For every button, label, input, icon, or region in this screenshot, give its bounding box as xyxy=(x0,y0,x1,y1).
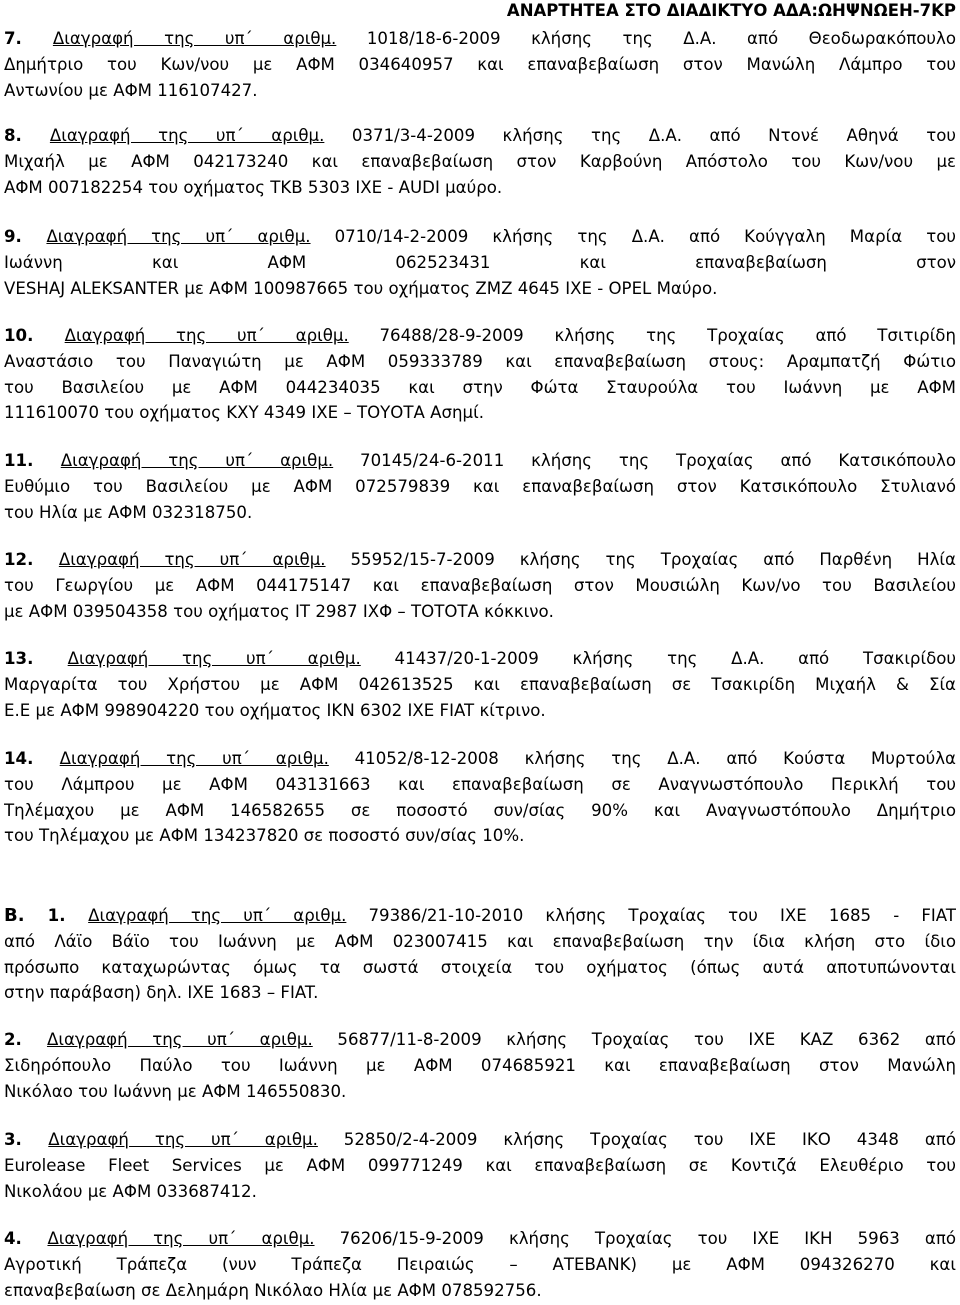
item-number: 9. xyxy=(4,227,47,246)
item-title: Διαγραφή της υπ΄ αριθμ. xyxy=(46,227,311,246)
text-line: με ΑΦΜ 039504358 του οχήματος ΙΤ 2987 ΙΧΦ – ΤΟΤΟΤΑ κόκκινο. xyxy=(4,601,554,621)
text-line xyxy=(4,1127,956,1153)
item-text: 76488/28-9-2009 κλήσης της Τροχαίας από Τσιτιρίδη xyxy=(348,326,956,345)
decision-item xyxy=(4,448,956,525)
text-line: στην παράβαση) δηλ. ΙΧΕ 1683 – FIAT. xyxy=(4,983,319,1003)
decision-item xyxy=(4,123,956,200)
text-line: VESHAJ ALEKSANTER με ΑΦΜ 100987665 του οχήματος ΖΜΖ 4645 ΙΧΕ - OPEL Μαύρο. xyxy=(4,278,718,298)
page-header: ΑΝΑΡΤΗΤΕΑ ΣΤΟ ΔΙΑΔΙΚΤΥΟ ΑΔΑ:ΩΗΨΝΩΕΗ-7ΚΡ xyxy=(506,1,956,20)
item-title: Διαγραφή της υπ΄ αριθμ. xyxy=(48,1130,318,1149)
text-line xyxy=(4,323,956,349)
item-number: 3. xyxy=(4,1130,49,1149)
text-line: από Λάϊο Βάϊο του Ιωάννη με ΑΦΜ 023007415 και επαναβεβαίωση την ίδια κλήση στο ίδιο xyxy=(4,931,956,951)
text-line: Σιδηρόπουλο Παύλο του Ιωάννη με ΑΦΜ 074685921 και επαναβεβαίωση στον Μανώλη xyxy=(4,1055,956,1075)
text-line: ΑΦΜ 007182254 του οχήματος ΤΚΒ 5303 ΙΧΕ - AUDI μαύρο. xyxy=(4,177,503,197)
item-number: 10. xyxy=(4,326,65,345)
text-line: του Λάμπρου με ΑΦΜ 043131663 και επαναβεβαίωση σε Αναγνωστόπουλο Περικλή του xyxy=(4,774,956,794)
decision-item xyxy=(4,1127,956,1204)
text-line: του Βασιλείου με ΑΦΜ 044234035 και στην Φώτα Σταυρούλα του Ιωάννη με ΑΦΜ xyxy=(4,377,956,397)
text-line: του Τηλέμαχου με ΑΦΜ 134237820 σε ποσοστό συν/σίας 10%. xyxy=(4,826,525,846)
text-line: Ευθύμιο του Βασιλείου με ΑΦΜ 072579839 και επαναβεβαίωση στον Κατσικόπουλο Στυλιανό xyxy=(4,476,956,496)
item-text: 1018/18-6-2009 κλήσης της Δ.Α. από Θεοδωρακόπουλο xyxy=(336,29,956,48)
text-line: Ε.Ε με ΑΦΜ 998904220 του οχήματος ΙΚΝ 6302 ΙΧΕ FIAT κίτρινο. xyxy=(4,700,546,720)
item-text: 55952/15-7-2009 κλήσης της Τροχαίας από Παρθένη Ηλία xyxy=(325,550,956,569)
text-line: Eurolease Fleet Services με ΑΦΜ 099771249 και επαναβεβαίωση σε Κοντιζά Ελευθέριο του xyxy=(4,1155,956,1175)
item-title: Διαγραφή της υπ΄ αριθμ. xyxy=(47,1229,315,1248)
text-line: Μιχαήλ με ΑΦΜ 042173240 και επαναβεβαίωση στον Καρβούνη Απόστολο του Κων/νου με xyxy=(4,151,956,171)
decision-item xyxy=(4,323,956,426)
item-text: 41052/8-12-2008 κλήσης της Δ.Α. από Κούστα Μυρτούλα xyxy=(328,749,956,768)
text-line: του Ηλία με ΑΦΜ 032318750. xyxy=(4,502,253,522)
item-number: 13. xyxy=(4,649,68,668)
item-text: 76206/15-9-2009 κλήσης Τροχαίας του ΙΧΕ ΙΚΗ 5963 από xyxy=(314,1229,956,1248)
decision-item xyxy=(4,903,956,1006)
item-number: 8. xyxy=(4,126,50,145)
text-line: Τηλέμαχου με ΑΦΜ 146582655 σε ποσοστό συν/σίας 90% και Αναγνωστόπουλο Δημήτριο xyxy=(4,800,956,820)
item-text: 0371/3-4-2009 κλήσης της Δ.Α. από Ντονέ Αθηνά του xyxy=(324,126,956,145)
text-line: 111610070 του οχήματος ΚΧΥ 4349 ΙΧΕ – ΤΟΥΟΤΑ Ασημί. xyxy=(4,403,484,423)
decision-item xyxy=(4,1027,956,1104)
item-text: 41437/20-1-2009 κλήσης της Δ.Α. από Τσακιρίδου xyxy=(360,649,956,668)
item-title: Διαγραφή της υπ΄ αριθμ. xyxy=(67,649,361,668)
text-line: επαναβεβαίωση σε Δελημάρη Νικόλαο Ηλία με ΑΦΜ 078592756. xyxy=(4,1280,542,1300)
text-line: Ιωάννη και ΑΦΜ 062523431 και επαναβεβαίωση στον xyxy=(4,252,956,272)
text-line: Δημήτριο του Κων/νου με ΑΦΜ 034640957 και επαναβεβαίωση στον Μανώλη Λάμπρο του xyxy=(4,54,956,74)
item-number: 4. xyxy=(4,1229,48,1248)
item-title: Διαγραφή της υπ΄ αριθμ. xyxy=(52,29,337,48)
text-line: Αντωνίου με ΑΦΜ 116107427. xyxy=(4,80,258,100)
decision-item xyxy=(4,224,956,301)
decision-item xyxy=(4,646,956,723)
item-number: 1. xyxy=(47,906,89,925)
text-line: Νικολάου με ΑΦΜ 033687412. xyxy=(4,1181,257,1201)
item-text: 0710/14-2-2009 κλήσης της Δ.Α. από Κούγγαλη Μαρία του xyxy=(310,227,956,246)
section-number: Β. xyxy=(4,905,48,926)
item-text: 79386/21-10-2010 κλήσης Τροχαίας του ΙΧΕ 1685 - FIAT xyxy=(346,906,956,925)
text-line: Νικόλαο του Ιωάννη με ΑΦΜ 146550830. xyxy=(4,1081,347,1101)
decision-item xyxy=(4,746,956,849)
decision-item xyxy=(4,1226,956,1303)
text-line: πρόσωπο καταχωρώντας όμως τα σωστά στοιχεία του οχήματος (όπως αυτά αποτυπώνονται xyxy=(4,957,956,977)
item-title: Διαγραφή της υπ΄ αριθμ. xyxy=(58,550,326,569)
text-line xyxy=(4,123,956,149)
item-title: Διαγραφή της υπ΄ αριθμ. xyxy=(59,749,329,768)
item-number: 11. xyxy=(4,451,61,470)
decision-item xyxy=(4,26,956,103)
decision-item xyxy=(4,547,956,624)
text-line: του Γεωργίου με ΑΦΜ 044175147 και επαναβεβαίωση στον Μουσιώλη Κων/νο του Βασιλείου xyxy=(4,575,956,595)
item-text: 56877/11-8-2009 κλήσης Τροχαίας του ΙΧΕ ΚΑΖ 6362 από xyxy=(312,1030,956,1049)
text-line xyxy=(4,746,956,772)
item-title: Διαγραφή της υπ΄ αριθμ. xyxy=(49,126,325,145)
item-title: Διαγραφή της υπ΄ αριθμ. xyxy=(88,906,347,925)
item-title: Διαγραφή της υπ΄ αριθμ. xyxy=(64,326,349,345)
item-number: 14. xyxy=(4,749,60,768)
text-line xyxy=(4,26,956,52)
item-number: 12. xyxy=(4,550,59,569)
text-line xyxy=(4,224,956,250)
text-line: Αγροτική Τράπεζα (νυν Τράπεζα Πειραιώς – ΑΤΕΒΑΝΚ) με ΑΦΜ 094326270 και xyxy=(4,1254,956,1274)
item-title: Διαγραφή της υπ΄ αριθμ. xyxy=(46,1030,313,1049)
text-line xyxy=(4,1226,956,1252)
item-number: 2. xyxy=(4,1030,47,1049)
text-line: Μαργαρίτα του Χρήστου με ΑΦΜ 042613525 και επαναβεβαίωση σε Τσακιρίδη Μιχαήλ & Σία xyxy=(4,674,956,694)
text-line xyxy=(4,547,956,573)
item-text: 70145/24-6-2011 κλήσης της Τροχαίας από Κατσικόπουλο xyxy=(333,451,956,470)
text-line xyxy=(4,646,956,672)
text-line xyxy=(4,903,956,929)
item-text: 52850/2-4-2009 κλήσης Τροχαίας του ΙΧΕ ΙΚΟ 4348 από xyxy=(317,1130,956,1149)
text-line: Αναστάσιο του Παναγιώτη με ΑΦΜ 059333789 και επαναβεβαίωση στους: Αραμπατζή Φώτιο xyxy=(4,351,956,371)
text-line xyxy=(4,448,956,474)
text-line xyxy=(4,1027,956,1053)
item-number: 7. xyxy=(4,29,53,48)
item-title: Διαγραφή της υπ΄ αριθμ. xyxy=(60,451,334,470)
